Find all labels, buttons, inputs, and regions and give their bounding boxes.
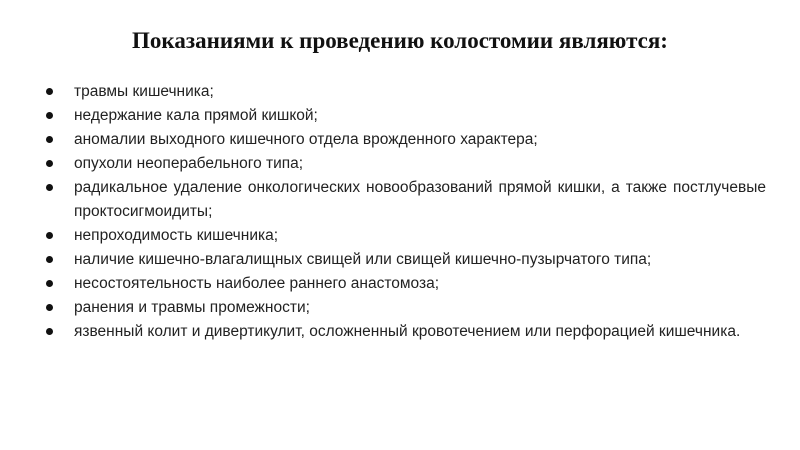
bullet-icon <box>46 184 53 191</box>
list-item-text: непроходимость кишечника; <box>74 227 279 244</box>
list-item-text: недержание кала прямой кишкой; <box>74 107 318 124</box>
list-item-text: аномалии выходного кишечного отдела врожденного характера; <box>74 131 538 148</box>
bullet-icon <box>46 160 53 167</box>
slide-title: Показаниями к проведению колостомии являются: <box>132 28 668 53</box>
list-item <box>44 104 766 128</box>
bullet-icon <box>46 232 53 239</box>
bullet-icon <box>46 280 53 287</box>
list-item-text: радикальное удаление онкологических новообразований прямой кишки, а также постлучевые проктосигмоидиты; <box>74 179 766 220</box>
list-item-text: опухоли неоперабельного типа; <box>74 155 304 172</box>
list-item-text: наличие кишечно-влагалищных свищей или свищей кишечно-пузырчатого типа; <box>74 251 652 268</box>
list-item-text: ранения и травмы промежности; <box>74 299 310 316</box>
list-item-text: язвенный колит и дивертикулит, осложненный кровотечением или перфорацией кишечника. <box>74 323 741 340</box>
list-item <box>44 152 766 176</box>
bullet-icon <box>46 112 53 119</box>
list-item <box>44 248 766 272</box>
list-item <box>44 224 766 248</box>
indications-list <box>44 80 766 344</box>
list-item <box>44 296 766 320</box>
list-item-text: травмы кишечника; <box>74 83 214 100</box>
bullet-icon <box>46 88 53 95</box>
bullet-icon <box>46 304 53 311</box>
bullet-icon <box>46 136 53 143</box>
list-item <box>44 128 766 152</box>
list-item <box>44 80 766 104</box>
bullet-icon <box>46 256 53 263</box>
bullet-icon <box>46 328 53 335</box>
list-item <box>44 272 766 296</box>
list-item <box>44 176 766 224</box>
list-item <box>44 320 766 344</box>
list-item-text: несостоятельность наиболее раннего анастомоза; <box>74 275 440 292</box>
